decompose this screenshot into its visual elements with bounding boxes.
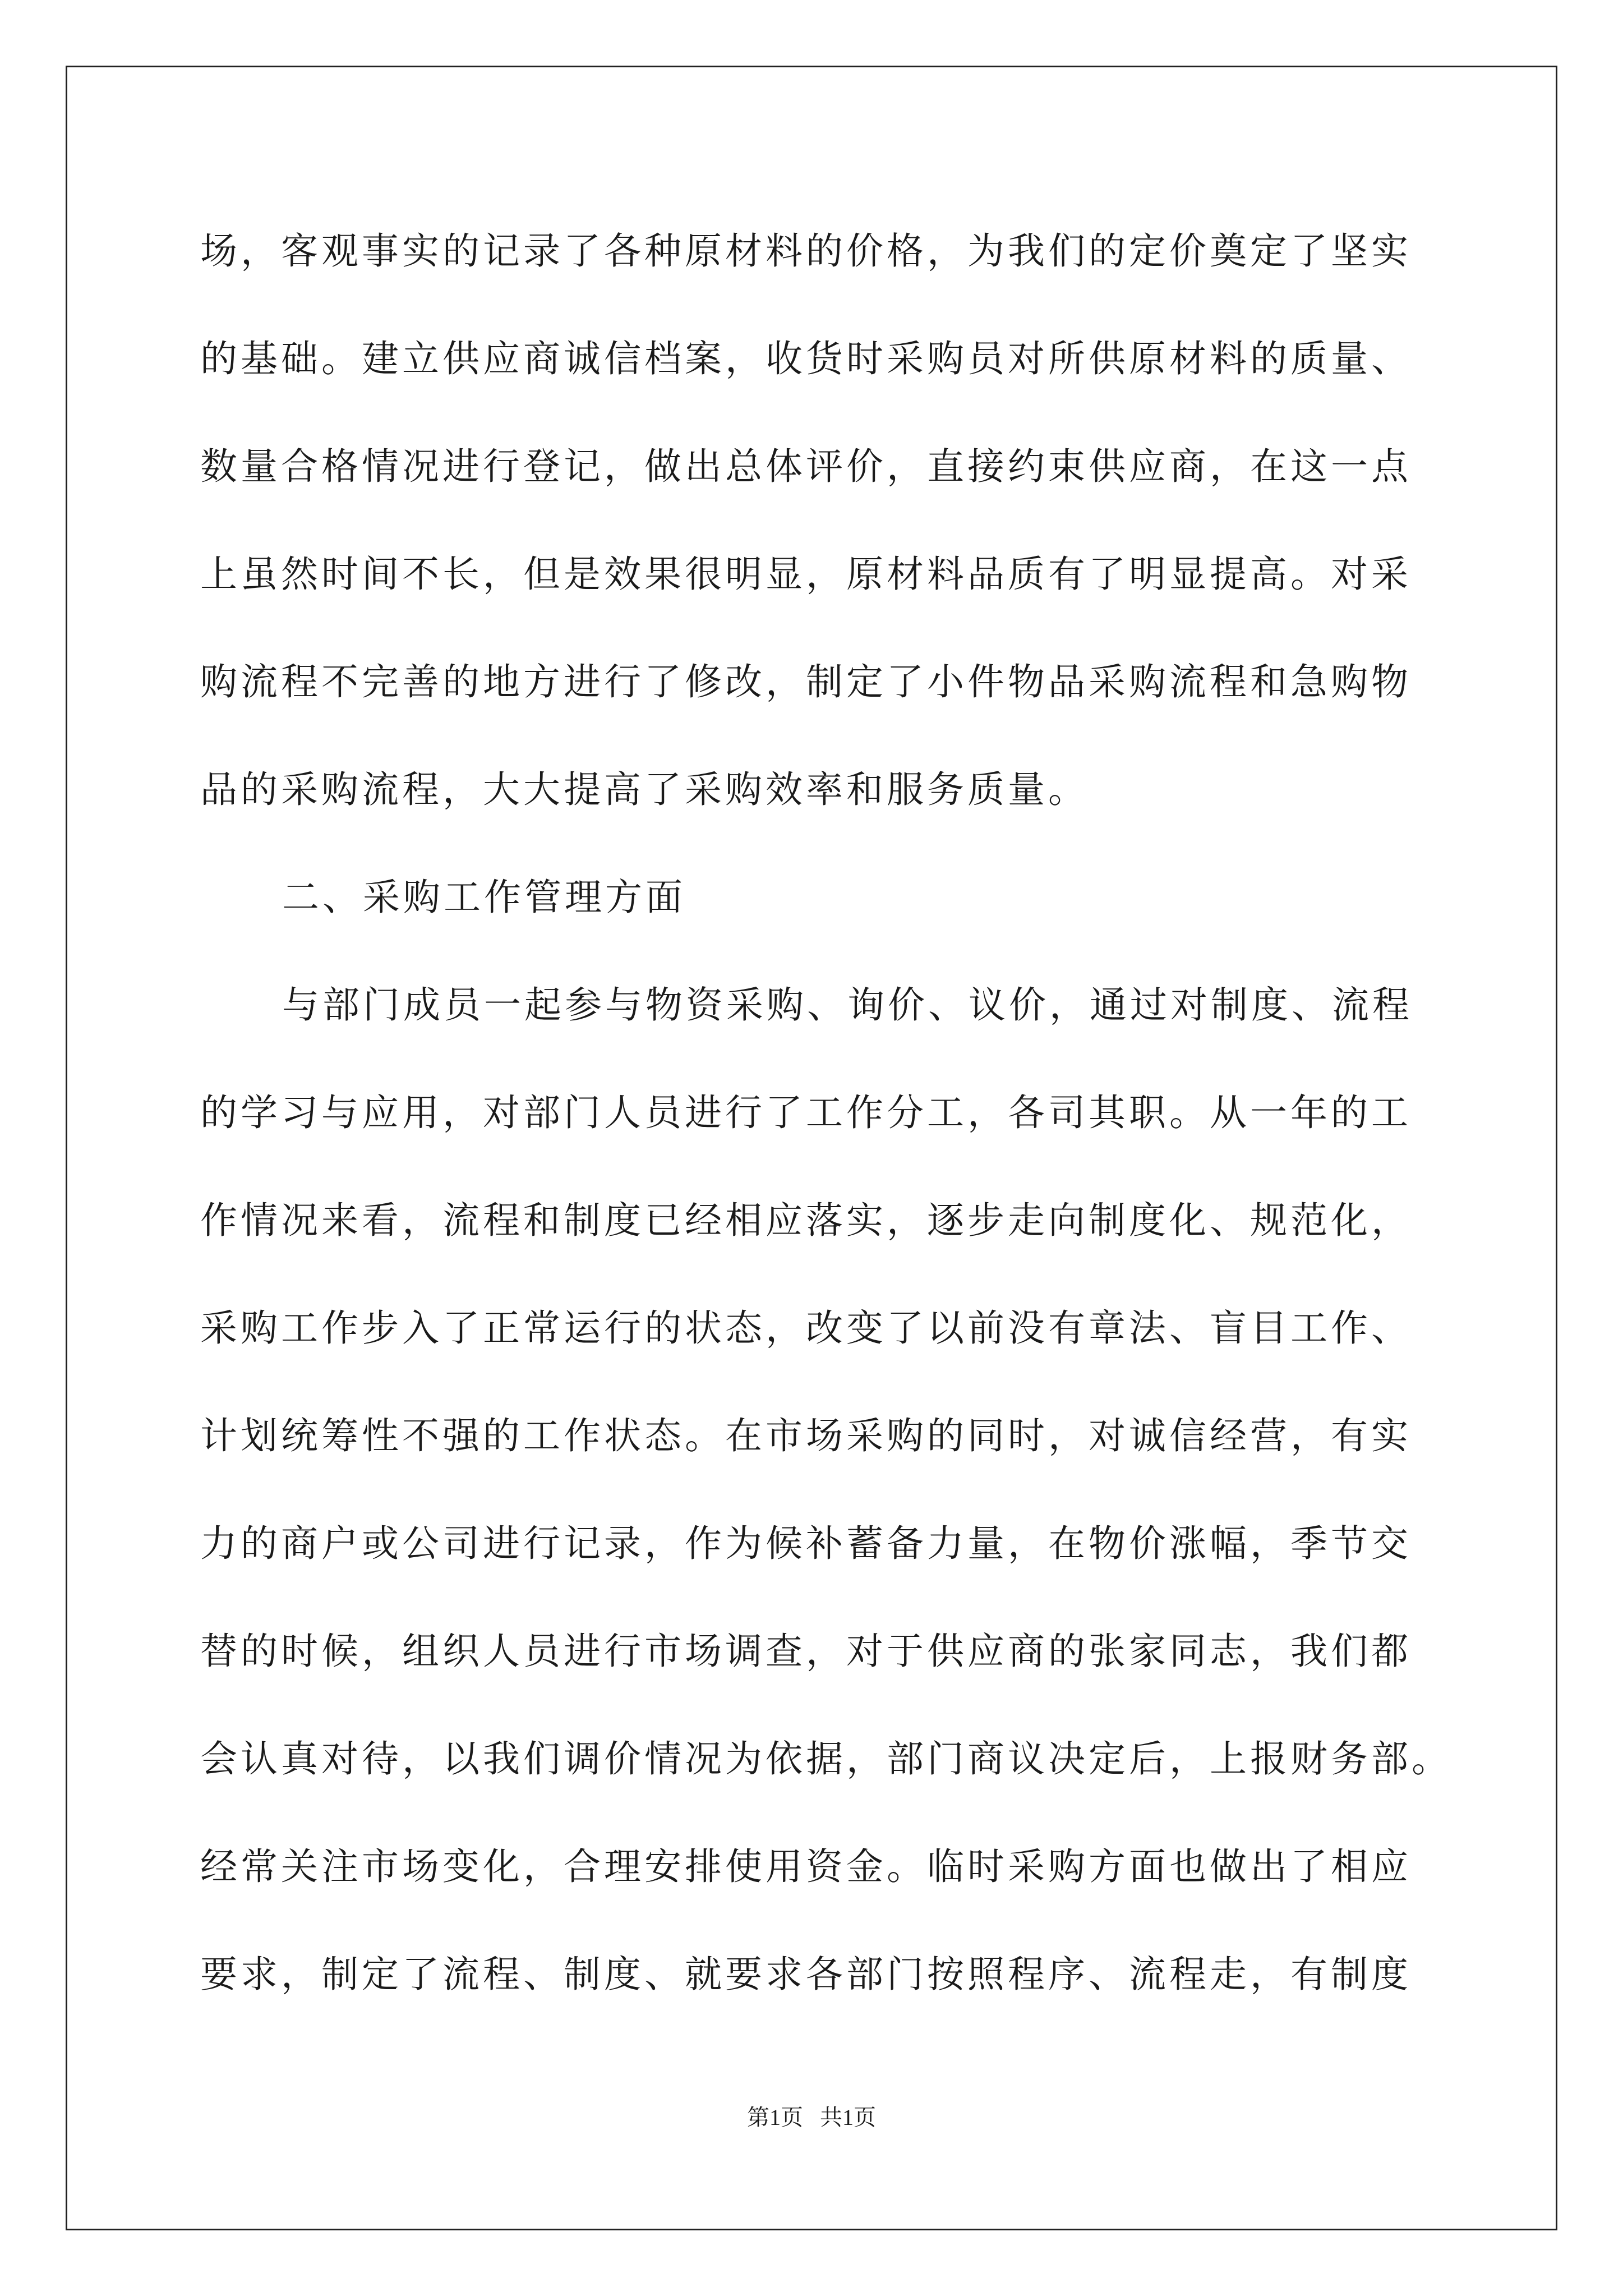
document-body — [200, 209, 1452, 2040]
paragraph-line: 的基础。建立供应商诚信档案，收货时采购员对所供原材料的质量、 — [200, 337, 1412, 380]
paragraph-line: 经常关注市场变化，合理安排使用资金。临时采购方面也做出了相应 — [200, 1845, 1412, 1888]
paragraph-line: 上虽然时间不长，但是效果很明显，原材料品质有了明显提高。对采 — [200, 553, 1412, 596]
paragraph-line: 替的时候，组织人员进行市场调查，对于供应商的张家同志，我们都 — [200, 1630, 1412, 1673]
paragraph-line: 品的采购流程，大大提高了采购效率和服务质量。 — [200, 768, 1089, 811]
paragraph-line: 购流程不完善的地方进行了修改，制定了小件物品采购流程和急购物 — [200, 660, 1412, 703]
paragraph-line: 的学习与应用，对部门人员进行了工作分工，各司其职。从一年的工 — [200, 1091, 1412, 1134]
paragraph-line: 数量合格情况进行登记，做出总体评价，直接约束供应商，在这一点 — [200, 445, 1412, 488]
paragraph-line: 采购工作步入了正常运行的状态，改变了以前没有章法、盲目工作、 — [200, 1306, 1412, 1350]
section-heading: 二、采购工作管理方面 — [282, 876, 686, 919]
page-footer — [0, 2101, 1623, 2134]
paragraph-line: 与部门成员一起参与物资采购、询价、议价，通过对制度、流程 — [282, 983, 1413, 1027]
paragraph-line: 会认真对待，以我们调价情况为依据，部门商议决定后，上报财务部。 — [200, 1737, 1452, 1780]
paragraph-line: 力的商户或公司进行记录，作为候补蓄备力量，在物价涨幅，季节交 — [200, 1522, 1412, 1565]
paragraph-line: 作情况来看，流程和制度已经相应落实，逐步走向制度化、规范化， — [200, 1199, 1412, 1242]
page-total: 共1页 — [820, 2105, 876, 2130]
page-number: 第1页 — [747, 2105, 803, 2130]
paragraph-line: 场，客观事实的记录了各种原材料的价格，为我们的定价奠定了坚实 — [200, 229, 1412, 273]
paragraph-line: 计划统筹性不强的工作状态。在市场采购的同时，对诚信经营，有实 — [200, 1414, 1412, 1457]
paragraph-line: 要求，制定了流程、制度、就要求各部门按照程序、流程走，有制度 — [200, 1953, 1412, 1996]
